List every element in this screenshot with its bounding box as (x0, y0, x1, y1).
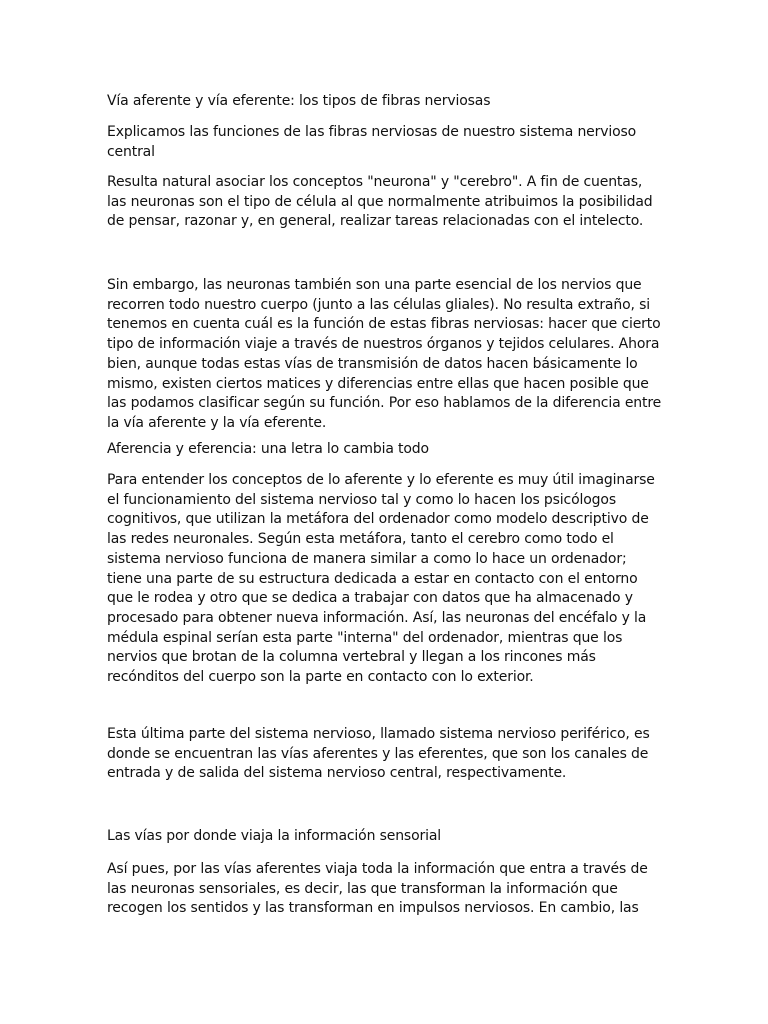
paragraph-peripheral: Esta última parte del sistema nervioso, llamado sistema nervioso periférico, es donde se encuentran las vías aferentes y las eferentes, que son los canales de entrada y de salida del sistema nervioso central, respectivamente. (107, 726, 650, 782)
paragraph-nerves: Sin embargo, las neuronas también son una parte esencial de los nervios que recorren todo nuestro cuerpo (junto a las células gliales). No resulta extraño, si tenemos en cuenta cuál es la función de estas fibras nerviosas: hacer que cierto tipo de información viaje a través de nuestros órganos y tejidos celulares. Ahora bien, aunque todas estas vías de transmisión de datos hacen básicamente lo mismo, existen ciertos matices y diferencias entre ellas que hacen posible que las podamos clasificar según su función. Por eso hablamos de la diferencia entre la vía aferente y la vía eferente. (107, 277, 662, 431)
paragraph-metaphor: Para entender los conceptos de lo aferente y lo eferente es muy útil imaginarse el funcionamiento del sistema nervioso tal y como lo hacen los psicólogos cognitivos, que utilizan la metáfora del ordenador como modelo descriptivo de las redes neuronales. Según esta metáfora, tanto el cerebro como todo el sistema nervioso funciona de manera similar a como lo hace un ordenador; tiene una parte de su estructura dedicada a estar en contacto con el entorno que le rodea y otro que se dedica a trabajar con datos que ha almacenado y procesado para obtener nueva información. Así, las neuronas del encéfalo y la médula espinal serían esta parte "interna" del ordenador, mientras que los nervios que brotan de la columna vertebral y llegan a los rincones más recónditos del cuerpo son la parte en contacto con lo exterior. (107, 472, 655, 686)
document-subtitle: Explicamos las funciones de las fibras nerviosas de nuestro sistema nervioso central (107, 124, 637, 160)
paragraph-intro: Resulta natural asociar los conceptos "neurona" y "cerebro". A fin de cuentas, las neuronas son el tipo de célula al que normalmente atribuimos la posibilidad de pensar, razonar y, en general, realizar tareas relacionadas con el intelecto. (107, 174, 653, 230)
paragraph-afferent-paths: Así pues, por las vías aferentes viaja toda la información que entra a través de las neuronas sensoriales, es decir, las que transforman la información que recogen los sentidos y las transforman en impulsos nerviosos. En cambio, las (107, 861, 648, 917)
section-heading-sensorial: Las vías por donde viaja la información sensorial (107, 828, 442, 844)
document-title: Vía aferente y vía eferente: los tipos de fibras nerviosas (107, 93, 491, 109)
section-heading-aferencia: Aferencia y eferencia: una letra lo cambia todo (107, 441, 429, 457)
